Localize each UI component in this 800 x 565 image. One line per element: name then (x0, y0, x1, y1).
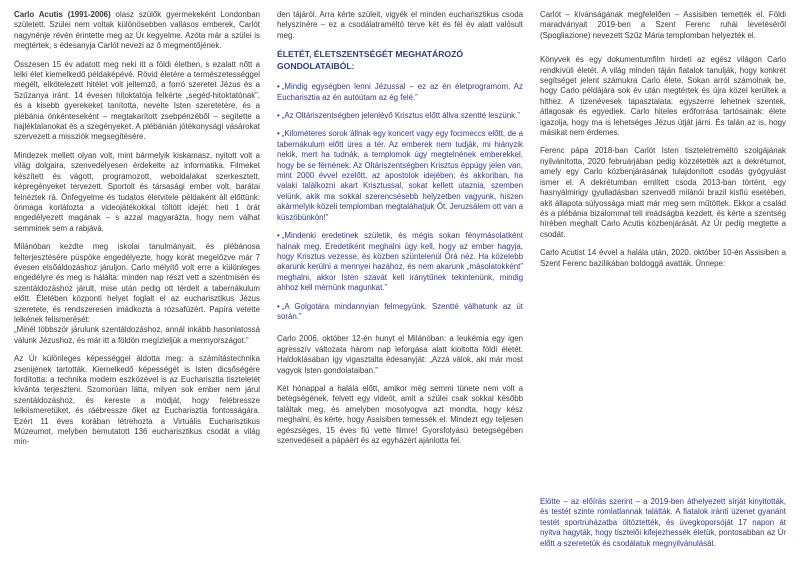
quote-item (277, 82, 523, 103)
paragraph: Összesen 15 év adatott meg neki itt a földi életben, s ezalatt nőtt a lelki élet kiemelkedő példaképévé. Rövid életére a természetességgel megélt, elkötelezett hitélet volt jellemző, a forró szeretet Jézus és a Szűzanya iránt. 14 évesen hitoktatója felkérte „segéd-hitoktatónak”, és a kisebb gyerekeket tanította, nevelte Isten szeretetére, és a plébánia önkénteseként – megtakarított zsebpénzéből – segítette a hajléktalanokat és a szegényeket. A plébánián jótékonysági vásárokat szervezett a missziók megsegítésére. (14, 59, 260, 142)
quote-item (277, 302, 523, 323)
bullet-icon: • (277, 301, 280, 311)
bullet-icon: • (277, 111, 280, 121)
bullet-icon: • (277, 231, 280, 241)
quote-text: „A Golgotára mindannyian felmegyünk. Szentté válhatunk az út során.” (277, 301, 523, 321)
intro-paragraph (14, 10, 260, 52)
quote-text: „Mindenki eredetinek születik, és mégis sokan fénymásolatként halnak meg. Eredetiként meghalni úgy kell, hogy az ember hagyja, hogy Krisztus vezesse, és közben szüntelenül Őrá néz. Ha közelebb akarunk kerülni a mennyei hazához, és nem akarunk „másolatokként” meghalni, akkor Isten szavát kell iránytűnek tekintenünk, mindig ahhoz kell mérnünk magunkat.” (277, 231, 523, 293)
inline-quote: „Minél többször járulunk szentáldozáshoz, annál inkább hasonlatossá válunk Jézushoz, és már itt a földön megízleljük a mennyországot.” (14, 325, 260, 345)
bullet-icon: • (277, 129, 280, 139)
column-3 (540, 10, 786, 565)
paragraph: Ferenc pápa 2018-ban Carlót Isten tiszteletreméltó szolgájának nyilvánította, 2020 februárjában pedig közzétették azt a dekrétumot, amely egy Carlo közbenjárásának tulajdonított csodás gyógyulást ismer el. A dekrétumban említett csoda 2013-ban történt, egy hasnyálmirigy gyulladásban szenvedő milánói brazil kisfiú esetében, akit állapota súlyossága miatt már meg sem műtöttek. Ekkor a család és a plébánia bizalommal teli imádságba kezdett, és kérte a szentség hírében meghalt Carlo Acutis közbenjárását. Az Úr pedig megtette a csodát. (540, 146, 786, 239)
intro-text: olasz szülők gyermekeként Londonban született. Szülei nem voltak különösebben vallásos emberek, Carlót nagynénje révén érintette meg az Úr kegyelme. Azóta már a szülei is megtértek, s édesanyja Carlót nevezi az ő megmentőjének. (14, 10, 260, 51)
paragraph: Carlót – kívánságának megfelelően – Assisiben temették el. Földi maradványait 2019-ben a Szent Ferenc ruhái levetéséről (Spogliazione) nevezett Szűz Mária templomban helyezték el. (540, 10, 786, 40)
column-2 (277, 10, 523, 565)
paragraph: Mindezek mellett olyan volt, mint bármelyik kiskamasz, nyitott volt a világ dolgaira, szenvedélyesen érdekelte az informatika. Filmeket készített és vágott, programozott, weboldalakat szerkesztett, képregényeket tervezett. Sportolt és társasági ember volt, barátai felnéztek rá. Önfegyelme és tudatos életvitele példaként áll előttünk: önmaga korlátozta a videojátékokkal töltött idejét: heti 1 órát engedélyezett magának – s azzal magyarázta, hogy nem válhat semminek sem a rabjává. (14, 150, 260, 233)
intro-lead: Carlo Acutis (1991-2006) (14, 10, 111, 19)
highlighted-note-text: Elötte – az előírás szerint – a 2019-ben áthelyezett sírját kinyitották, és testét szinte romlatlannak találták. A fiatalok iránti üzenet gyanánt testét sportruházatba öltöztették, és üvegkoporsóját 17 napon át nyitva hagyták, hogy tisztelői kifejezhessék életük, pontosabban az Úr előtt a szeretetük és csodálatuk megnyilvánulását. (540, 496, 786, 548)
bullet-icon: • (277, 82, 280, 92)
quote-item (277, 231, 523, 293)
paragraph: Carlo 2006. október 12-én hunyt el Milánóban: a leukémia egy igen agresszív változata három nap leforgása alatt kioltotta földi életét. Haldoklásában így vigasztalta édesanyját: „Azzá válok, aki már most vagyok Isten gondolataiban.” (277, 334, 523, 375)
quote-item (277, 111, 523, 121)
quote-text: „Mindig egységben lenni Jézussal – ez az én életprogramom. Az Eucharisztia az én autóútam az ég felé.” (277, 82, 523, 102)
paragraph: Carlo Acutist 14 évvel a halála után, 2020. október 10-én Assisiben a Szent Ferenc bazilikában boldoggá avatták. Ünnepe: (540, 248, 786, 268)
quote-text: „Kilométeres sorok állnak egy koncert vagy egy focimeccs előtt, de a tabernákulum előtt üres a tér. Az emberek nem tudják, mi hiányzik nekik, mert ha tudnák, a templomok úgy megtelnének emberekkel, hogy be se férnének. Az Oltáriszentségben Krisztus éppúgy jelen van, mint 2000 évvel ezelőtt, az apostolok idejében; és akkoriban, ha valaki találkozni akart Krisztussal, sokat kellett utaznia, szemben velünk, akik ma sokkal szerencsésebb helyzetben vagyunk, hiszen akármelyik közeli templomban megtaláhatjuk Őt. Jeruzsálem ott van a küszöbünkön!” (277, 129, 523, 222)
highlighted-note (540, 497, 786, 549)
paragraph: Milánóban kezdte meg iskolai tanulmányait, és plébánosa felterjesztésére püspöke engedélyezte, hogy korát megelőzve már 7 évesen elsőáldozáshoz járuljon. Carlo mélyítő volt erre a különleges engedélyre és meg is hálálta: minden nap részt vett a szentmisén és szentáldozáshoz járult, mise után pedig ott térdelt a tabernákulum előtt. Életében központi helyet foglalt el az eucharisztikus Jézus szeretete, és rendszeresen imádkozta a rózsafüzért. Papíra vetette lelkének felismerését: (14, 242, 260, 324)
column-1 (14, 10, 260, 565)
paragraph: den tájáról. Arra kérte szüleit, vigyék el minden eucharisztikus csoda helyszínére – ez a csodálatraméltó terve két és fél év alatt valósult meg. (277, 10, 523, 40)
paragraph: Könyvek és egy dokumentumfilm hirdeti az egész világon Carlo rendkívüli életét. A világ minden táján fiatalok tanulják, hogy konkrét segítséget jelent számukra Carlo élete. Sokan arról számolnak be, hogy Carlo példájára sok év után megtértek és újra közel kerültek a hithez. A tizenévesek tapasztalata: egyszerre lehetnek szentek, átlagosak és egyediek. Carlo hiteles erőforrása tartósainak: élete igazolja, hogy ma is lehetséges Jézus útját járni. És talán az is, hogy másikat nem érdemes. (540, 55, 786, 138)
quote-text: „Az Oltáriszentségben jelenlévő Krisztus előtt állva szentté leszünk.” (281, 111, 520, 121)
quote-item (277, 129, 523, 223)
paragraph: Két hónappal a halála előtt, amikor még semmi tünete nem volt a betegségének, felvett egy videót, amit a szülei csak sokkal később találtak meg, és amelyben mosolyogva azt mondta, hogy kész meghalni, és kérte, hogy Assisiben temessék el. Mindezt egy teljesen egészséges, 15 éves fiú vette filmre! Gyorsfolyású betegségében szenvedéseit a pápáért és az egyházért ajánlotta fel. (277, 383, 523, 445)
paragraph: Az Úr különleges képességgel áldotta meg: a számítástechnika zsenijének tartották. Kiemelkedő képességét is Isten dicsőségére fordította: a technika modern eszközével is az Eucharisztia tiszteletét kívánta terjeszteni. Szomorúan látta, milyen sok ember nem járul szentáldozáshoz, és kereste a módját, hogy felébressze lelkiismeretüket, és ráébressze őket az Eucharisztia fontosságára. Ezért 11 éves korában létrehozta a Virtuális Eucharisztikus Múzeumot, melyben bemutatott 136 eucharisztikus csodát a világ min- (14, 354, 260, 447)
section-heading: ÉLETÉT, ÉLETSZENTSÉGÉT MEGHATÁROZÓ GONDOLATAIBÓL: (277, 49, 464, 71)
